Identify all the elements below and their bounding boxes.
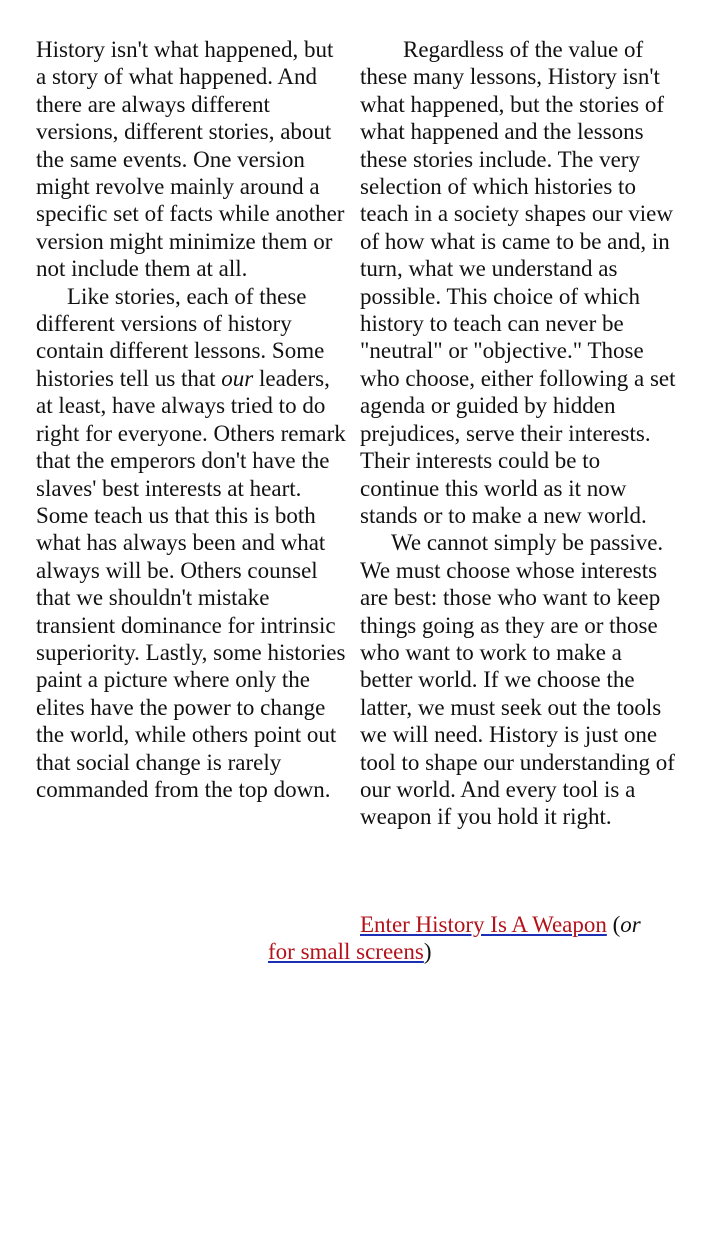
left-column	[36, 36, 348, 831]
emphasis-our: our	[221, 365, 254, 391]
right-paragraph-1: Regardless of the value of these many lessons, History isn't what happened, but the stories of what happened and the lessons these stories include. The very selection of which histories to teach in a society shapes our view of how what is came to be and, in turn, what we understand as possible. This choice of which history to teach can never be "neutral" or "objective." Those who choose, either following a set agenda or guided by hidden prejudices, serve their interests. Their interests could be to continue this world as it now stands or to make a new world.	[360, 37, 676, 528]
small-screens-link[interactable]: for small screens	[268, 939, 424, 965]
paren-open: (	[606, 912, 621, 937]
enter-history-link[interactable]: Enter History Is A Weapon	[360, 912, 607, 937]
left-paragraph-2-end: leaders, at least, have always tried to do right for everyone. Others remark that the emperors don't have the slaves' best interests at heart. Some teach us that this is both what has always been and what always will be. Others counsel that we shouldn't mistake transient dominance for intrinsic superiority. Lastly, some histories paint a picture where only the elites have the power to change the world, while others point out that social change is rarely commanded from the top down.	[36, 365, 346, 802]
paren-close: )	[423, 939, 432, 965]
or-text: or	[620, 912, 641, 937]
essay-columns	[36, 36, 676, 831]
footer-line-2	[0, 938, 708, 965]
footer-links	[0, 911, 708, 966]
footer-line-1	[0, 911, 708, 938]
left-paragraph-1: History isn't what happened, but a story of what happened. And there are always different versions, different stories, about the same events. One version might revolve mainly around a specific set of facts while another version might minimize them or not include them at all.	[36, 37, 345, 282]
right-paragraph-2: We cannot simply be passive. We must choose whose interests are best: those who want to keep things going as they are or those who want to work to make a better world. If we choose the latter, we must seek out the tools we will need. History is just one tool to shape our understanding of our world. And every tool is a weapon if you hold it right.	[360, 530, 675, 830]
left-paragraph-2-start: Like stories, each of these different versions of history contain different lessons. Some histories tell us that	[36, 283, 325, 391]
left-paragraph-2	[36, 283, 348, 804]
right-column	[360, 36, 676, 831]
